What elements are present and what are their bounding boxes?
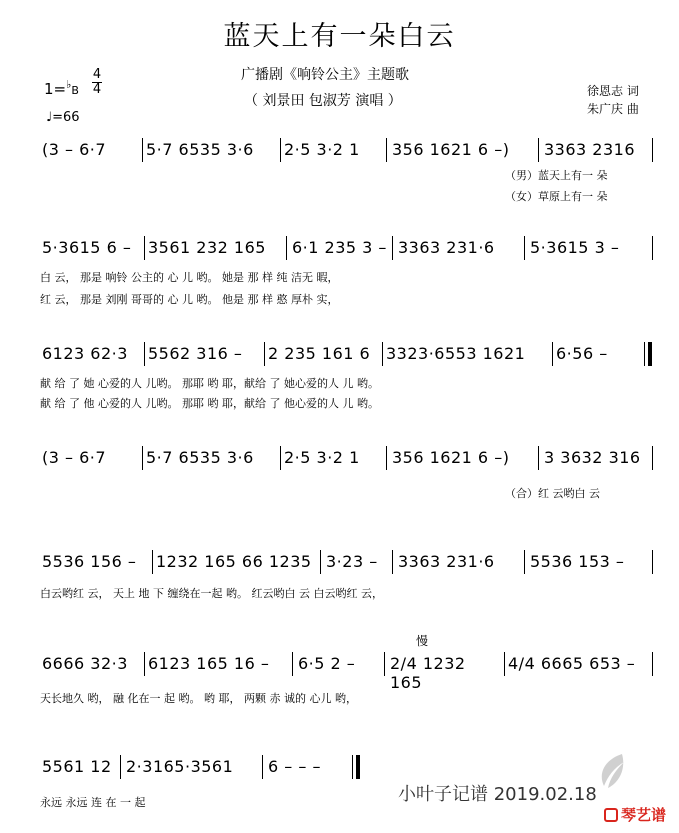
barline bbox=[262, 755, 263, 779]
barline bbox=[320, 550, 321, 574]
measure: 5536 156 – bbox=[42, 552, 137, 571]
brand-name: 琴艺谱 bbox=[621, 806, 667, 824]
measure: 6·5 2 – bbox=[298, 654, 356, 673]
lyrics-row-2-line-1 bbox=[40, 269, 655, 285]
barline bbox=[652, 138, 653, 162]
composer: 朱广庆 曲 bbox=[587, 102, 639, 116]
lyric-text: 献 给 了 他 心爱的人 儿哟。 那耶 哟 耶，献给 了 他心爱的人 儿 哟。 bbox=[40, 397, 379, 410]
key-signature bbox=[44, 78, 79, 98]
measure: 1232 165 66 1235 bbox=[156, 552, 312, 571]
performers: （ 刘景田 包淑芳 演唱 ） bbox=[244, 93, 402, 109]
measure: (3 – 6·7 bbox=[42, 448, 107, 467]
measure: 6666 32·3 bbox=[42, 654, 128, 673]
measure: 4/4 6665 653 – bbox=[508, 654, 636, 673]
lyric-text: （男）蓝天上有一 朵 bbox=[505, 169, 608, 182]
barline bbox=[386, 138, 387, 162]
barline bbox=[652, 236, 653, 260]
score-row-2 bbox=[40, 236, 655, 260]
barline bbox=[392, 236, 393, 260]
brand-badge bbox=[604, 804, 666, 825]
barline bbox=[264, 342, 265, 366]
measure: (3 – 6·7 bbox=[42, 140, 107, 159]
measure: 2·3165·3561 bbox=[126, 757, 234, 776]
lyric-text: 天长地久 哟， 融 化在一 起 哟。 哟 耶， 两颗 赤 诚的 心儿 哟， bbox=[40, 692, 357, 705]
score-row-7 bbox=[40, 755, 655, 779]
barline bbox=[504, 652, 505, 676]
lyrics-row-1-male bbox=[40, 167, 655, 183]
barline bbox=[552, 342, 553, 366]
measure: 3561 232 165 bbox=[148, 238, 266, 257]
barline bbox=[144, 236, 145, 260]
lyrics-row-2-line-2 bbox=[40, 291, 655, 307]
flat-sign: ♭ bbox=[66, 78, 72, 91]
barline bbox=[392, 550, 393, 574]
measure: 6·56 – bbox=[556, 344, 608, 363]
time-top: 4 bbox=[92, 67, 102, 82]
lyric-text: 献 给 了 她 心爱的人 儿哟。 那耶 哟 耶，献给 了 她心爱的人 儿 哟。 bbox=[40, 377, 379, 390]
measure: 6123 62·3 bbox=[42, 344, 128, 363]
measure: 3363 231·6 bbox=[398, 552, 495, 571]
final-barline-thin bbox=[644, 342, 645, 366]
barline bbox=[280, 446, 281, 470]
time-signature bbox=[92, 68, 102, 97]
measure: 5·3615 3 – bbox=[530, 238, 620, 257]
score-row-5 bbox=[40, 550, 655, 574]
barline bbox=[524, 550, 525, 574]
score-row-3 bbox=[40, 342, 655, 366]
measure: 5562 316 – bbox=[148, 344, 243, 363]
barline bbox=[382, 342, 383, 366]
lyric-text: （女）草原上有一 朵 bbox=[505, 190, 608, 203]
barline bbox=[652, 446, 653, 470]
measure: 3363 2316 bbox=[544, 140, 636, 159]
lyrics-row-1-female bbox=[40, 188, 655, 204]
lyrics-row-5 bbox=[40, 585, 655, 601]
lyric-text: 永远 永远 连 在 一 起 bbox=[40, 796, 146, 809]
final-barline-thick bbox=[356, 755, 360, 779]
final-barline-thick bbox=[648, 342, 652, 366]
barline bbox=[538, 446, 539, 470]
measure: 5·7 6535 3·6 bbox=[146, 448, 254, 467]
key-prefix: 1= bbox=[44, 80, 67, 98]
measure: 2 235 161 6 bbox=[268, 344, 371, 363]
measure: 2·5 3·2 1 bbox=[284, 140, 360, 159]
score-row-4 bbox=[40, 446, 655, 470]
measure: 5·7 6535 3·6 bbox=[146, 140, 254, 159]
lyrics-row-4-chorus bbox=[40, 485, 655, 501]
lyric-text: 白云哟红 云， 天上 地 下 缠绕在一起 哟。 红云哟白 云 白云哟红 云， bbox=[40, 587, 383, 600]
measure: 5561 12 bbox=[42, 757, 112, 776]
barline bbox=[384, 652, 385, 676]
lyrics-row-3-line-2 bbox=[40, 395, 655, 411]
measure: 6 – – – bbox=[268, 757, 321, 776]
barline bbox=[652, 550, 653, 574]
barline bbox=[524, 236, 525, 260]
measure: 5536 153 – bbox=[530, 552, 625, 571]
measure: 6123 165 16 – bbox=[148, 654, 270, 673]
score-row-6 bbox=[40, 652, 655, 692]
lyric-text: 红 云， 那是 刘刚 哥哥的 心 儿 哟。 他是 那 样 憨 厚朴 实， bbox=[40, 293, 339, 306]
barline bbox=[286, 236, 287, 260]
measure: 2·5 3·2 1 bbox=[284, 448, 360, 467]
song-subtitle: 广播剧《响铃公主》主题歌 bbox=[241, 67, 409, 83]
time-bottom: 4 bbox=[92, 82, 102, 97]
barline bbox=[652, 652, 653, 676]
song-title: 蓝天上有一朵白云 bbox=[223, 21, 456, 52]
barline bbox=[538, 138, 539, 162]
tempo-marking: ♩=66 bbox=[46, 110, 80, 125]
measure: 6·1 235 3 – bbox=[292, 238, 387, 257]
barline bbox=[386, 446, 387, 470]
transcriber-watermark: 小叶子记谱 2019.02.18 bbox=[398, 784, 597, 805]
barline bbox=[120, 755, 121, 779]
score-row-1 bbox=[40, 138, 655, 162]
lyrics-row-3-line-1 bbox=[40, 375, 655, 391]
measure: 3323·6553 1621 bbox=[386, 344, 526, 363]
barline bbox=[280, 138, 281, 162]
measure: 356 1621 6 –) bbox=[392, 140, 510, 159]
barline bbox=[292, 652, 293, 676]
barline bbox=[152, 550, 153, 574]
leaf-logo-icon bbox=[594, 752, 628, 792]
tempo-change-mark: 慢 bbox=[416, 634, 429, 648]
lyricist: 徐恩志 词 bbox=[587, 84, 639, 98]
key-note: B bbox=[71, 84, 79, 97]
measure: 2/4 1232 165 bbox=[390, 654, 466, 692]
measure: 5·3615 6 – bbox=[42, 238, 132, 257]
lyric-text: 白 云， 那是 响铃 公主的 心 儿 哟。 她是 那 样 纯 洁无 暇， bbox=[40, 271, 339, 284]
barline bbox=[144, 342, 145, 366]
barline bbox=[144, 652, 145, 676]
barline bbox=[142, 138, 143, 162]
barline bbox=[142, 446, 143, 470]
measure: 3·23 – bbox=[326, 552, 378, 571]
final-barline-thin bbox=[352, 755, 353, 779]
brand-logo-icon bbox=[604, 808, 618, 822]
measure: 3 3632 316 bbox=[544, 448, 641, 467]
measure: 3363 231·6 bbox=[398, 238, 495, 257]
measure: 356 1621 6 –) bbox=[392, 448, 510, 467]
lyrics-row-6 bbox=[40, 690, 655, 706]
lyric-text: （合）红 云哟白 云 bbox=[505, 487, 600, 500]
